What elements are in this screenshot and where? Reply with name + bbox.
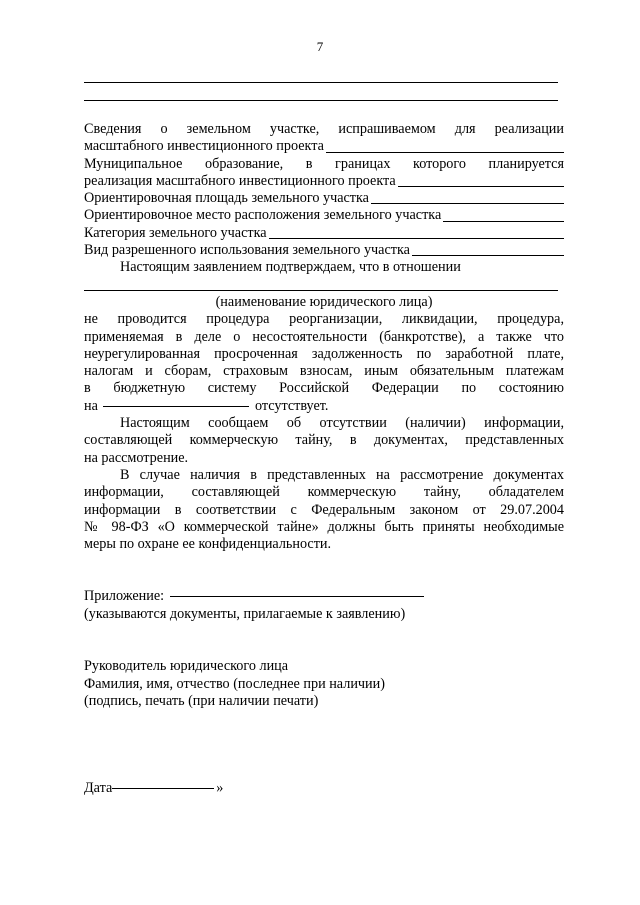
attachment-field[interactable] (170, 596, 424, 597)
area-field[interactable] (371, 203, 564, 204)
confidentiality-line-1: В случае наличия в представленных на рассмотрение документах (120, 466, 564, 483)
entity-name-caption: (наименование юридического лица) (215, 293, 433, 310)
category-label: Категория земельного участка (84, 224, 267, 241)
attachment-note: (указываются документы, прилагаемые к заявлению) (84, 606, 406, 622)
confirmation-line-6 (84, 398, 564, 415)
date-line (84, 780, 223, 797)
confirmation-line-1: не проводится процедура реорганизации, ликвидации, процедура, (84, 311, 564, 328)
area-line (84, 190, 564, 207)
confirmation-date-field[interactable] (103, 406, 249, 407)
attachment-line (84, 588, 426, 605)
permitted-use-field[interactable] (412, 255, 564, 256)
land-info-field[interactable] (326, 152, 564, 153)
confidentiality-line-4: № 98-ФЗ «О коммерческой тайне» должны быть приняты необходимые (84, 518, 564, 535)
permitted-use-label: Вид разрешенного использования земельного участка (84, 242, 410, 259)
confirmation-line-3: неурегулированная просроченная задолженность по заработной плате, (84, 345, 564, 362)
confidentiality-line-5: меры по охране ее конфиденциальности. (84, 536, 332, 553)
confidentiality-line-3: информации в соответствии с Федеральным законом от 29.07.2004 (84, 501, 564, 518)
commercial-line-2: составляющей коммерческую тайну, в документах, представленных (84, 432, 564, 449)
area-label: Ориентировочная площадь земельного участка (84, 190, 369, 207)
entity-name-field[interactable] (84, 277, 564, 294)
municipal-line-2 (84, 173, 564, 190)
category-field[interactable] (269, 238, 564, 239)
confirmation-date-prefix: на (84, 397, 98, 414)
blank-line-top-2[interactable] (84, 100, 558, 101)
date-label: Дата (84, 780, 113, 796)
signature-line-2: Фамилия, имя, отчество (последнее при наличии) (84, 676, 385, 692)
signature-line-3: (подпись, печать (при наличии печати) (84, 693, 319, 709)
page-number: 7 (316, 39, 324, 54)
category-line (84, 225, 564, 242)
confirmation-line-2: применяемая в деле о несостоятельности (банкротстве), а также что (84, 328, 564, 345)
land-info-line-1: Сведения о земельном участке, испрашиваемом для реализации (84, 121, 564, 137)
confidentiality-line-2: информации, составляющей коммерческую тайну, обладателем (84, 484, 564, 501)
form-body (84, 121, 564, 553)
date-suffix: » (216, 780, 224, 796)
attachment-label: Приложение: (84, 588, 165, 604)
confirmation-intro: Настоящим заявлением подтверждаем, что в отношении (120, 259, 461, 276)
municipal-label: реализация масштабного инвестиционного проекта (84, 172, 396, 189)
land-info-label: масштабного инвестиционного проекта (84, 138, 324, 155)
date-field[interactable] (112, 788, 214, 789)
permitted-use-line (84, 242, 564, 259)
commercial-line-3: на рассмотрение. (84, 449, 189, 466)
location-line (84, 207, 564, 224)
land-info-line-2 (84, 138, 564, 155)
confirmation-date-suffix: отсутствует. (254, 397, 329, 414)
signature-line-1: Руководитель юридического лица (84, 658, 289, 674)
confirmation-line-5: в бюджетную систему Российской Федерации по состоянию (84, 380, 564, 397)
location-field[interactable] (443, 221, 564, 222)
municipal-line-1: Муниципальное образование, в границах которого планируется (84, 155, 564, 172)
municipal-field[interactable] (398, 186, 564, 187)
commercial-line-1: Настоящим сообщаем об отсутствии (наличии) информации, (120, 415, 564, 432)
location-label: Ориентировочное место расположения земельного участка (84, 207, 442, 224)
blank-line-top-1[interactable] (84, 82, 558, 83)
confirmation-line-4: налогам и сборам, страховым взносам, иным обязательным платежам (84, 363, 564, 380)
